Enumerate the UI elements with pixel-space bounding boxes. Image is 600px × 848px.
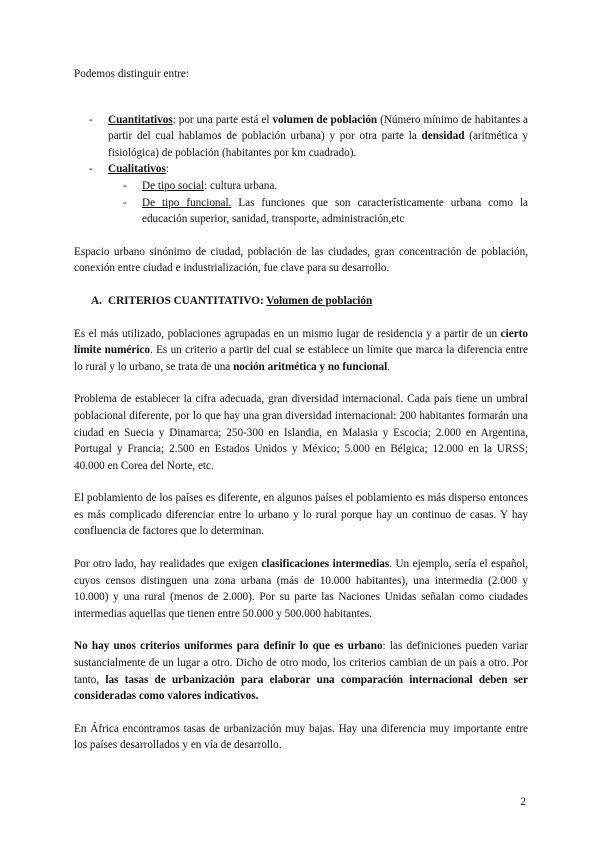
list-item-cualitativos [74, 161, 528, 178]
cualitativos-sublist [74, 178, 528, 228]
cualitativos-label: Cualitativos [108, 163, 166, 176]
p4-bold-1: clasificaciones intermedias [261, 558, 390, 571]
cuantitativos-label: Cuantitativos [108, 113, 173, 126]
social-label: De tipo social [142, 179, 205, 192]
section-heading [74, 293, 528, 310]
paragraph-2: Problema de establecer la cifra adecuada, gran diversidad internacional. Cada país tiene un umbral poblacional diferente, por lo que hay una gran diversidad internacional: 200 habitantes formarán una ciudad en Suecia y Dinamarca; 250-300 en Islandia, en Malasia y Escocia; 2.000 en Argentina, Portugal y Francia; 2.500 en Estados Unidos y México; 5.000 en Bélgica; 12.000 en la URSS; 40.000 en Corea del Norte, etc. [74, 393, 528, 472]
paragraph-1 [74, 326, 528, 376]
p1-text-1: Es el más utilizado, poblaciones agrupadas en un mismo lugar de residencia y a partir de un [74, 327, 501, 340]
cuantitativos-text-2: (Número mínimo de habitantes a partir del cual hablamos de población urbana) y por otra parte la [108, 113, 529, 143]
p1-bold-2: noción aritmética y no funcional [233, 360, 388, 373]
volumen-poblacion-bold: volumen de población [272, 113, 378, 126]
paragraph-5 [74, 638, 528, 704]
page-number: 2 [520, 796, 526, 808]
paragraph-4 [74, 556, 528, 622]
p5-bold-2: las tasas de urbanización para elaborar una comparación internacional deben ser consideradas como valores indicativos. [74, 673, 528, 703]
paragraph-espacio-urbano: Espacio urbano sinónimo de ciudad, población de las ciudades, gran concentración de población, conexión entre ciudad e industrialización, fue clave para su desarrollo. [74, 245, 528, 275]
sublist-item-social [108, 178, 528, 195]
list-item-cuantitativos [74, 112, 528, 162]
heading-text: CRITERIOS CUANTITATIVO: [108, 294, 267, 307]
sublist-item-funcional [108, 195, 528, 228]
heading-underlined: Volumen de población [266, 294, 373, 307]
intro-text: Podemos distinguir entre: [74, 68, 189, 80]
p4-text-2: . Un ejemplo, sería el español, cuyos censos distinguen una zona urbana (más de 10.000 habitantes), una intermedia (2.000 y 10.000) y una rural (menos de 2.000). Por su parte las Naciones Unidas señalan como ciudades intermedias aquellas que tienen entre 50.000 y 500.000 habitantes. [74, 558, 529, 620]
paragraph-6: En África encontramos tasas de urbanización muy bajas. Hay una diferencia muy importante entre los países desarrollados y en vía de desarrollo. [74, 722, 528, 752]
criteria-list [74, 112, 528, 178]
cuantitativos-text-3: (aritmética y fisiológica) de población (habitantes por km cuadrado). [108, 130, 529, 159]
paragraph-3: El poblamiento de los países es diferente, en algunos países el poblamiento es más disperso entonces es más complicado diferenciar entre lo urbano y lo rural porque hay un continuo de casas. Y hay confluencia de factores que lo determinan. [74, 492, 528, 538]
p4-text-1: Por otro lado, hay realidades que exigen [74, 558, 262, 571]
heading-letter: A. [91, 294, 102, 307]
p5-bold-1: No hay unos criterios uniformes para definir lo que es urbano [74, 640, 383, 653]
cuantitativos-text-1: : por una parte está el [172, 113, 273, 126]
funcional-label: De tipo funcional. [142, 196, 232, 209]
document-page [74, 66, 528, 754]
funcional-text: Las funciones que son característicamente urbana como la educación superior, sanidad, transporte, administración,etc [142, 196, 528, 226]
densidad-bold: densidad [421, 130, 465, 143]
p5-text-1: : las definiciones pueden variar sustancialmente de un lugar a otro. Dicho de otro modo, los criterios cambian de un país a otro. Por tanto, [74, 640, 528, 686]
p1-text-3: . [387, 360, 390, 373]
social-text: : cultura urbana. [204, 179, 278, 192]
cualitativos-colon: : [165, 163, 169, 176]
p1-text-2: . Es un criterio a partir del cual se establece un límite que marca la diferencia entre lo rural y lo urbano, se trata de una [74, 344, 528, 373]
p1-bold-1: cierto límite numérico [74, 327, 528, 357]
